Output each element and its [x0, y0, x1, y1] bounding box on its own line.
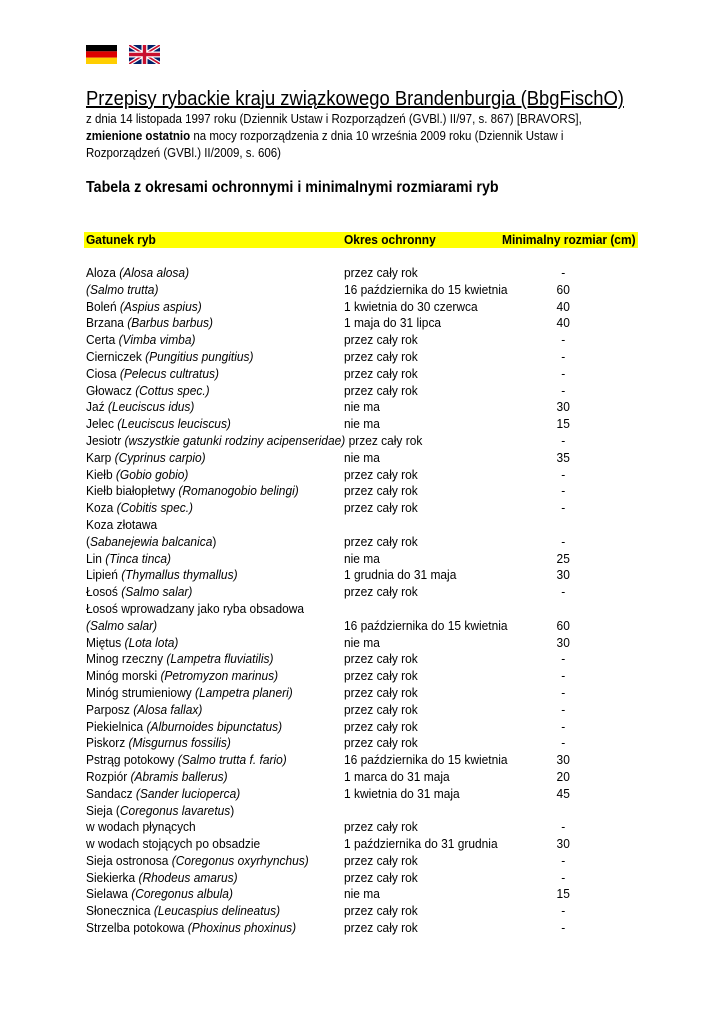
minimum-size-cell: 15: [556, 416, 570, 432]
decree-line-2-rest: na mocy rozporządzenia z dnia 10 września 2009 roku (Dziennik Ustaw i: [190, 129, 564, 143]
species-cell: [86, 551, 171, 568]
minimum-size-cell: -: [561, 584, 566, 600]
species-latin-name: (Cottus spec.): [135, 382, 210, 398]
species-cell: [86, 483, 299, 500]
table-row: [86, 584, 646, 601]
minimum-size-cell: -: [561, 852, 566, 868]
species-cell: [86, 315, 213, 332]
table-row: [86, 349, 646, 366]
species-cell: [86, 500, 193, 517]
species-name: Aloza: [86, 265, 120, 280]
language-flags: [86, 45, 160, 64]
table-row: [86, 819, 646, 836]
species-cell: [86, 702, 202, 719]
table-row: [86, 702, 646, 719]
table-row: [86, 719, 646, 736]
minimum-size-cell: -: [561, 684, 566, 700]
minimum-size-cell: -: [561, 265, 566, 280]
species-cell: [86, 332, 195, 349]
species-cell: [86, 769, 228, 786]
table-row: [86, 399, 646, 416]
minimum-size-cell: 40: [556, 298, 570, 314]
species-cell: [86, 534, 216, 551]
species-name: Karp: [86, 449, 115, 465]
protection-period-cell: nie ma: [344, 399, 380, 415]
species-name: Pstrąg potokowy: [86, 752, 178, 768]
species-latin-name: (Leucaspius delineatus): [153, 903, 281, 919]
protection-period-cell: 16 października do 15 kwietnia: [344, 281, 508, 297]
protection-period-cell: 1 maja do 31 lipca: [344, 315, 442, 331]
species-name: Parposz: [86, 701, 134, 717]
minimum-size-cell: 60: [556, 617, 570, 633]
species-latin-name: (Lota lota): [124, 634, 179, 650]
minimum-size-cell: -: [561, 869, 566, 885]
page-title: Przepisy rybackie kraju związkowego Brandenburgia (BbgFischO): [86, 88, 624, 110]
species-latin-name: (Salmo trutta f. fario): [177, 752, 287, 768]
table-row: [86, 735, 646, 752]
table-row: [86, 651, 646, 668]
species-latin-name: (Pelecus cultratus): [119, 365, 219, 381]
species-latin-name: (Coregonus oxyrhynchus): [171, 852, 309, 868]
species-cell: [86, 819, 196, 836]
minimum-size-cell: -: [561, 466, 566, 482]
species-cell: [86, 517, 157, 534]
table-row: [86, 886, 646, 903]
table-row: [86, 769, 646, 786]
species-name-suffix: przez cały rok: [345, 432, 423, 448]
species-name: Piekielnica: [86, 718, 147, 734]
uk-flag-icon[interactable]: [129, 45, 160, 64]
table-row: [86, 786, 646, 803]
minimum-size-cell: 20: [556, 768, 570, 784]
species-latin-name: (Aspius aspius): [119, 298, 202, 314]
species-name: Jaź: [86, 399, 108, 415]
species-latin-name: (Alosa fallax): [133, 701, 203, 717]
protection-period-cell: przez cały rok: [344, 500, 418, 516]
species-name: Minóg morski: [86, 668, 161, 684]
header-size: Minimalny rozmiar (cm): [502, 232, 636, 247]
species-latin-name: (Misgurnus fossilis): [128, 735, 231, 751]
protection-period-cell: przez cały rok: [344, 903, 418, 919]
species-name: Siekierka: [86, 869, 139, 885]
species-cell: [86, 651, 273, 668]
species-name: Strzelba potokowa: [86, 920, 188, 936]
table-row: [86, 416, 646, 433]
species-name: Sieja ostronosa: [86, 852, 172, 868]
table-row: [86, 551, 646, 568]
minimum-size-cell: 25: [556, 550, 570, 566]
species-name: Łosoś: [86, 584, 122, 600]
table-subtitle: Tabela z okresami ochronnymi i minimalnymi rozmiarami ryb: [86, 179, 499, 196]
protection-period-cell: przez cały rok: [344, 348, 418, 364]
minimum-size-cell: -: [561, 533, 566, 549]
species-name: Sandacz: [86, 785, 136, 801]
species-name-suffix: ): [212, 533, 217, 549]
protection-period-cell: przez cały rok: [344, 920, 418, 936]
protection-period-cell: przez cały rok: [344, 265, 418, 280]
minimum-size-cell: -: [561, 668, 566, 684]
table-row: [86, 467, 646, 484]
protection-period-cell: nie ma: [344, 416, 380, 432]
minimum-size-cell: 35: [556, 449, 570, 465]
protection-period-cell: przez cały rok: [344, 332, 418, 348]
species-name: Minog rzeczny: [86, 651, 167, 667]
species-latin-name: (Thymallus thymallus): [121, 567, 238, 583]
minimum-size-cell: -: [561, 651, 566, 667]
protection-period-cell: nie ma: [344, 634, 380, 650]
minimum-size-cell: 30: [556, 836, 570, 852]
species-cell: [86, 685, 293, 702]
protection-period-cell: nie ma: [344, 550, 380, 566]
species-latin-name: (Alburnoides bipunctatus): [146, 718, 283, 734]
minimum-size-cell: 30: [556, 752, 570, 768]
protection-period-cell: przez cały rok: [344, 668, 418, 684]
species-cell: [86, 282, 158, 299]
protection-period-cell: 16 października do 15 kwietnia: [344, 617, 508, 633]
table-row: [86, 315, 646, 332]
species-latin-name: (Rhodeus amarus): [138, 869, 238, 885]
species-name: Piskorz: [86, 735, 129, 751]
species-name: Miętus: [86, 634, 125, 650]
decree-line-1: z dnia 14 listopada 1997 roku (Dziennik Ustaw i Rozporządzeń (GVBl.) II/97, s. 867) [BRAVORS],: [86, 112, 582, 126]
decree-amended-label: zmienione ostatnio: [86, 129, 191, 143]
species-name: (: [86, 533, 90, 549]
species-latin-name: (Pungitius pungitius): [145, 348, 254, 364]
table-row: [86, 265, 646, 282]
minimum-size-cell: -: [561, 348, 566, 364]
protection-period-cell: przez cały rok: [344, 718, 418, 734]
protection-period-cell: przez cały rok: [344, 735, 418, 751]
species-cell: [86, 886, 233, 903]
protection-period-cell: 1 grudnia do 31 maja: [344, 567, 457, 583]
species-cell: [86, 618, 157, 635]
species-name: Koza złotawa: [86, 516, 158, 532]
species-latin-name: (Alosa alosa): [119, 265, 190, 280]
protection-period-cell: przez cały rok: [344, 382, 418, 398]
species-cell: [86, 920, 296, 937]
german-flag-icon[interactable]: [86, 45, 117, 64]
decree-line-2: [86, 128, 564, 145]
species-latin-name: (Tinca tinca): [105, 550, 171, 566]
table-row: [86, 450, 646, 467]
header-species: Gatunek ryb: [86, 232, 156, 247]
species-latin-name: (wszystkie gatunki rodziny acipenseridae): [124, 432, 346, 448]
species-name: Rozpiór: [86, 768, 131, 784]
table-row: [86, 517, 646, 534]
protection-period-cell: 1 kwietnia do 30 czerwca: [344, 298, 478, 314]
species-name: Głowacz: [86, 382, 136, 398]
table-row: [86, 903, 646, 920]
table-row: [86, 299, 646, 316]
species-cell: [86, 349, 254, 366]
species-cell: [86, 803, 234, 820]
fish-table: [86, 265, 646, 937]
species-latin-name: (Cobitis spec.): [116, 500, 194, 516]
species-name: Ciosa: [86, 365, 120, 381]
species-name: Cierniczek: [86, 348, 146, 364]
minimum-size-cell: -: [561, 701, 566, 717]
minimum-size-cell: -: [561, 920, 566, 936]
species-latin-name: (Vimba vimba): [118, 332, 196, 348]
species-name: Sieja (: [86, 802, 120, 818]
species-name: Kiełb białopłetwy: [86, 483, 179, 499]
protection-period-cell: nie ma: [344, 449, 380, 465]
species-cell: [86, 416, 231, 433]
minimum-size-cell: -: [561, 735, 566, 751]
species-name: Jelec: [86, 416, 118, 432]
table-row: [86, 803, 646, 820]
minimum-size-cell: -: [561, 903, 566, 919]
species-name-suffix: ): [230, 802, 235, 818]
species-latin-name: (Leuciscus leuciscus): [117, 416, 231, 432]
species-cell: [86, 853, 309, 870]
protection-period-cell: nie ma: [344, 886, 380, 902]
table-row: [86, 836, 646, 853]
species-cell: [86, 903, 280, 920]
species-latin-name: (Cyprinus carpio): [114, 449, 206, 465]
minimum-size-cell: 30: [556, 634, 570, 650]
species-name: Kiełb: [86, 466, 116, 482]
species-name: Brzana: [86, 315, 128, 331]
species-name: Lin: [86, 550, 106, 566]
species-cell: [86, 601, 304, 618]
protection-period-cell: 1 kwietnia do 31 maja: [344, 785, 460, 801]
species-cell: [86, 399, 194, 416]
protection-period-cell: przez cały rok: [344, 701, 418, 717]
species-cell: [86, 836, 260, 853]
table-row: [86, 366, 646, 383]
protection-period-cell: przez cały rok: [344, 466, 418, 482]
species-latin-name: (Abramis ballerus): [130, 768, 228, 784]
species-name: Certa: [86, 332, 119, 348]
species-cell: [86, 735, 231, 752]
species-cell: [86, 450, 206, 467]
species-name: Jesiotr: [86, 432, 125, 448]
protection-period-cell: przez cały rok: [344, 819, 418, 835]
decree-reference: [86, 111, 582, 162]
species-name: Łosoś wprowadzany jako ryba obsadowa: [86, 600, 305, 616]
species-cell: [86, 383, 210, 400]
protection-period-cell: przez cały rok: [344, 869, 418, 885]
species-cell: [86, 433, 422, 450]
table-row: [86, 668, 646, 685]
species-latin-name: Sabanejewia balcanica: [89, 533, 213, 549]
species-latin-name: (Salmo trutta): [86, 281, 159, 297]
minimum-size-cell: 40: [556, 315, 570, 331]
table-row: [86, 685, 646, 702]
table-row: [86, 500, 646, 517]
protection-period-cell: przez cały rok: [344, 651, 418, 667]
minimum-size-cell: -: [561, 432, 566, 448]
table-row: [86, 433, 646, 450]
species-cell: [86, 635, 178, 652]
protection-period-cell: przez cały rok: [344, 483, 418, 499]
minimum-size-cell: -: [561, 819, 566, 835]
minimum-size-cell: -: [561, 382, 566, 398]
minimum-size-cell: -: [561, 483, 566, 499]
species-name: Sielawa: [86, 886, 132, 902]
species-name: Minóg strumieniowy: [86, 684, 196, 700]
species-name: w wodach płynących: [86, 819, 196, 835]
species-latin-name: (Gobio gobio): [115, 466, 189, 482]
species-latin-name: (Leuciscus idus): [107, 399, 195, 415]
species-cell: [86, 786, 240, 803]
species-cell: [86, 719, 282, 736]
species-latin-name: (Barbus barbus): [127, 315, 213, 331]
minimum-size-cell: 45: [556, 785, 570, 801]
species-latin-name: (Salmo salar): [86, 617, 158, 633]
species-latin-name: (Romanogobio belingi): [178, 483, 299, 499]
minimum-size-cell: -: [561, 332, 566, 348]
header-period: Okres ochronny: [344, 232, 436, 247]
species-latin-name: (Salmo salar): [121, 584, 193, 600]
table-row: [86, 752, 646, 769]
species-name: Słonecznica: [86, 903, 154, 919]
protection-period-cell: 1 marca do 31 maja: [344, 768, 450, 784]
minimum-size-cell: 60: [556, 281, 570, 297]
minimum-size-cell: -: [561, 365, 566, 381]
species-cell: [86, 752, 287, 769]
species-cell: [86, 584, 192, 601]
minimum-size-cell: -: [561, 500, 566, 516]
species-latin-name: (Phoxinus phoxinus): [187, 920, 297, 936]
table-row: [86, 282, 646, 299]
protection-period-cell: przez cały rok: [344, 852, 418, 868]
species-cell: [86, 567, 238, 584]
table-row: [86, 920, 646, 937]
species-name: w wodach stojących po obsadzie: [86, 836, 261, 852]
protection-period-cell: przez cały rok: [344, 584, 418, 600]
decree-line-3: Rozporządzeń (GVBl.) II/2009, s. 606): [86, 146, 281, 160]
table-row: [86, 534, 646, 551]
species-cell: [86, 467, 188, 484]
table-row: [86, 567, 646, 584]
species-cell: [86, 668, 278, 685]
protection-period-cell: 1 października do 31 grudnia: [344, 836, 498, 852]
species-latin-name: (Petromyzon marinus): [160, 668, 279, 684]
protection-period-cell: przez cały rok: [344, 533, 418, 549]
species-latin-name: Coregonus lavaretus: [119, 802, 231, 818]
table-row: [86, 618, 646, 635]
species-latin-name: (Coregonus albula): [131, 886, 233, 902]
protection-period-cell: przez cały rok: [344, 365, 418, 381]
species-name: Koza: [86, 500, 117, 516]
minimum-size-cell: -: [561, 718, 566, 734]
minimum-size-cell: 30: [556, 399, 570, 415]
species-cell: [86, 870, 238, 887]
table-row: [86, 383, 646, 400]
table-row: [86, 853, 646, 870]
species-name: Boleń: [86, 298, 120, 314]
species-cell: [86, 265, 189, 282]
table-header: [84, 232, 638, 248]
table-row: [86, 601, 646, 618]
species-latin-name: (Lampetra planeri): [195, 684, 293, 700]
protection-period-cell: 16 października do 15 kwietnia: [344, 752, 508, 768]
species-cell: [86, 299, 202, 316]
species-latin-name: (Sander lucioperca): [135, 785, 241, 801]
table-row: [86, 870, 646, 887]
minimum-size-cell: 15: [556, 886, 570, 902]
protection-period-cell: przez cały rok: [344, 684, 418, 700]
table-row: [86, 635, 646, 652]
species-cell: [86, 366, 219, 383]
species-name: Lipień: [86, 567, 122, 583]
species-latin-name: (Lampetra fluviatilis): [166, 651, 274, 667]
table-row: [86, 332, 646, 349]
minimum-size-cell: 30: [556, 567, 570, 583]
table-row: [86, 483, 646, 500]
